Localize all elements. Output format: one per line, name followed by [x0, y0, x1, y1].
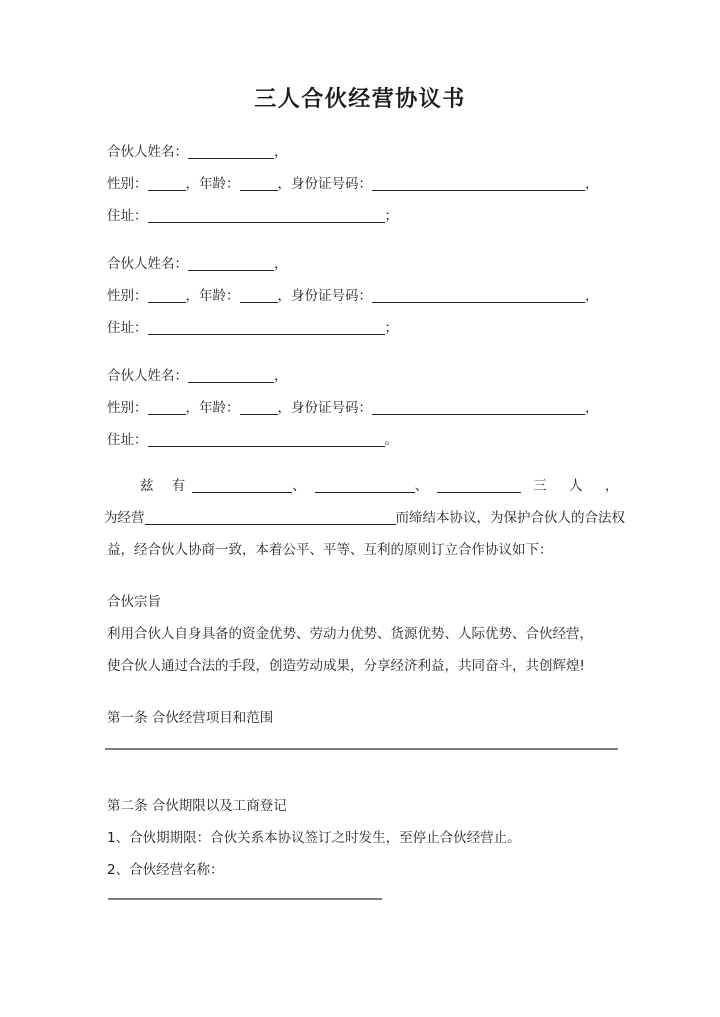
partner-gender-blank[interactable] [148, 288, 186, 303]
partner-address-label: 住址： [107, 432, 148, 448]
recital-paragraph [104, 470, 628, 566]
partner-age-label: 年龄： [199, 176, 240, 192]
partner-address-line [107, 200, 615, 232]
partner-name-line [107, 248, 615, 280]
partner-id-blank[interactable] [372, 400, 585, 415]
partner-address-punctuation: 。 [384, 432, 398, 448]
partner-address-label: 住址： [107, 208, 148, 224]
partner-name-line [107, 136, 615, 168]
partner-address-punctuation: ； [384, 320, 398, 336]
recital-separator-1: 、 [292, 478, 315, 494]
partner-info-block-1 [107, 136, 615, 232]
recital-business-scope-blank[interactable] [145, 510, 396, 525]
recital-business-prefix: 为经营 [104, 510, 145, 526]
recital-line-2 [104, 502, 625, 534]
partner-gender-blank[interactable] [148, 176, 186, 191]
partner-id-punctuation: ， [585, 400, 599, 416]
partner-age-blank[interactable] [240, 400, 278, 415]
purpose-heading: 合伙宗旨 [107, 594, 161, 610]
recital-separator-2: 、 [414, 478, 438, 494]
partner-name-label: 合伙人姓名： [107, 144, 188, 160]
partner-id-punctuation: ， [585, 176, 599, 192]
partner-gender-label: 性别： [107, 400, 148, 416]
article-1-fill-in-rule[interactable] [105, 748, 618, 750]
partner-age-label: 年龄： [199, 400, 240, 416]
partner-name-blank[interactable] [188, 368, 274, 383]
partner-id-blank[interactable] [372, 176, 585, 191]
partner-id-label: 身份证号码： [291, 400, 372, 416]
partner-gender-separator: ， [185, 400, 199, 416]
recital-partner-2-blank[interactable] [315, 478, 415, 493]
recital-business-suffix: 而缔结本协议，为保护合伙人的合法权 [395, 510, 625, 526]
purpose-line-1: 利用合伙人自身具备的资金优势、劳动力优势、货源优势、人际优势、合伙经营， [107, 626, 593, 642]
partner-address-punctuation: ； [384, 208, 398, 224]
recital-partner-1-blank[interactable] [192, 478, 292, 493]
partner-gender-label: 性别： [107, 176, 148, 192]
article-2-heading: 第二条 合伙期限以及工商登记 [107, 798, 287, 814]
partner-age-separator: ， [277, 288, 291, 304]
partner-address-line [107, 424, 615, 456]
partner-gender-separator: ， [185, 288, 199, 304]
partner-gender-separator: ， [185, 176, 199, 192]
purpose-line-2: 使合伙人通过合法的手段，创造劳动成果，分享经济利益，共同奋斗，共创辉煌! [107, 658, 585, 674]
article-1-section [107, 702, 615, 734]
partner-name-line [107, 360, 615, 392]
page-title: 三人合伙经营协议书 [254, 86, 466, 112]
partner-gender-label: 性别： [107, 288, 148, 304]
recital-partner-3-blank[interactable] [437, 478, 521, 493]
recital-tail-text: 三 人 ， [533, 478, 628, 494]
partner-id-label: 身份证号码： [291, 288, 372, 304]
partner-info-block-2 [107, 248, 615, 344]
partner-name-blank[interactable] [188, 144, 274, 159]
partner-name-blank[interactable] [188, 256, 274, 271]
partner-age-separator: ， [277, 176, 291, 192]
recital-line-3: 益，经合伙人协商一致，本着公平、平等、互利的原则订立合作协议如下： [107, 542, 553, 558]
article-2-item-1: 1、合伙期期限：合伙关系本协议签订之时发生，至停止合伙经营止。 [107, 830, 521, 846]
article-2-section [107, 790, 615, 886]
recital-line-1 [104, 470, 628, 502]
partner-info-block-3 [107, 360, 615, 456]
article-2-item-2: 2、合伙经营名称： [107, 862, 224, 878]
recital-lead-text: 兹 有 [140, 478, 193, 494]
partner-name-label: 合伙人姓名： [107, 368, 188, 384]
partner-gender-age-id-line [107, 168, 615, 200]
partner-id-punctuation: ， [585, 288, 599, 304]
partner-age-separator: ， [277, 400, 291, 416]
partner-address-blank[interactable] [148, 432, 385, 447]
partner-address-line [107, 312, 615, 344]
partner-address-blank[interactable] [148, 320, 385, 335]
partner-name-punctuation: ， [274, 144, 288, 160]
partner-gender-age-id-line [107, 280, 615, 312]
partner-name-punctuation: ， [274, 256, 288, 272]
partner-id-blank[interactable] [372, 288, 585, 303]
partner-gender-blank[interactable] [148, 400, 186, 415]
partner-name-punctuation: ， [274, 368, 288, 384]
partner-address-label: 住址： [107, 320, 148, 336]
partner-age-blank[interactable] [240, 176, 278, 191]
partner-address-blank[interactable] [148, 208, 385, 223]
partner-gender-age-id-line [107, 392, 615, 424]
partner-id-label: 身份证号码： [291, 176, 372, 192]
partner-age-label: 年龄： [199, 288, 240, 304]
partner-age-blank[interactable] [240, 288, 278, 303]
article-2-business-name-rule[interactable] [108, 898, 382, 900]
partner-name-label: 合伙人姓名： [107, 256, 188, 272]
purpose-section [107, 586, 615, 682]
article-1-heading: 第一条 合伙经营项目和范围 [107, 710, 274, 726]
